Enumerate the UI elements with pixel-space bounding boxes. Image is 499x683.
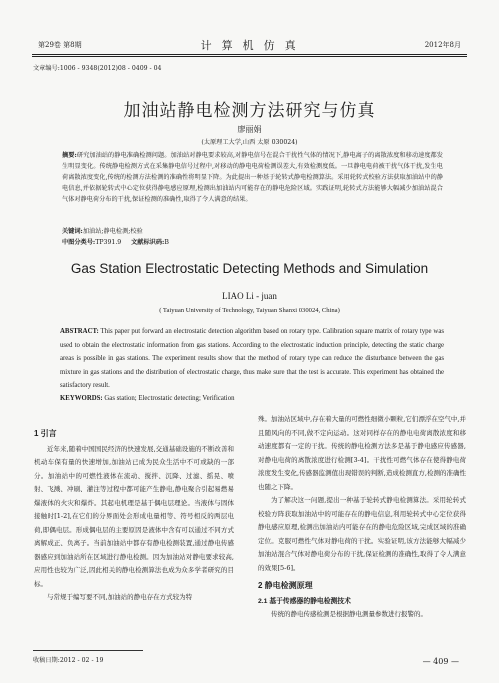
keywords-en xyxy=(60,395,235,402)
class-code: TP391.9 xyxy=(95,239,122,246)
abstract-cn-text: 研究加油站的静电准确检测问题。加油站对静电要求较高,对静电信号在混合干扰性气体的情况下,静电离子的离散浓度和移动速度都发生明显变化。传统静电检测方式在采集静电信号过程中,对移动的静电电荷检测误差大,有效检测度低。一旦静电电荷被干扰气体干扰,发生电荷离散浓度变化,传统的检测方法检测的准确性将明显下降。为此提出一种基于轮转式静电检测算法。采用轮转式校验方法获取加油站中的静电信息,并依据轮转式中心定位获得静电感应原理,检测出加油站内可能存在的静电危险区域。实践证明,轮转式方法能够大幅减少加油站混合气体对静电荷分布的干扰,保证检测的准确性,取得了令人满意的结果。 xyxy=(62,152,443,203)
section-heading: 1 引言 xyxy=(34,429,57,438)
header-volume: 第29卷 第8期 xyxy=(38,41,82,49)
abstract-cn-label: 摘要: xyxy=(62,152,77,159)
keywords-en-text: Gas station; Electrostatic detecting; Verification xyxy=(104,395,235,402)
abstract-en-label: ABSTRACT: xyxy=(60,328,99,335)
keywords-en-label: KEYWORDS: xyxy=(60,395,103,402)
paragraph: 为了解决这一问题,提出一种基于轮转式静电检测算法。采用轮转式校验方阵获取加油站中的可能存在的静电信息,利用轮转式中心定位获得静电感应原理,检测出加油站内可能存在的静电危险区域,完成区域的准确定位。克服可燃性气体对静电荷的干扰。实验证明,该方法能够大幅减少加油站混合气体对静电荷分布的干扰,保证检测的准确性,取得了令人满意的效果[5-6]。 xyxy=(258,496,466,572)
paragraph: 近年来,随着中国国民经济的快速发展,交通基础设施的不断改善和机动车保有量的快速增加,加油站已成为民众生活中不可或缺的一部分。加油站中的可燃性液体在流动、搅拌、沉降、过滤、摇晃、喷射、飞溅、冲刷、灌注等过程中都可能产生静电,静电聚合引起易燃易爆液体的火灾和爆炸。其起电机理是基于偶电层理论。当液体与固体接触时[1-2],在它们的分界面处会形成电量相等、符号相反的两层电荷,即偶电层。形成偶电层的主要原因是液体中含有可以通过不同方式离解成正、负离子。当前加油站中都存有静电检测装置,通过静电传感器感应到加油站所在区域进行静电检测。因为加油站对静电要求较高,应用性也较为广泛,因此相关的静电检测算法也成为众多学者研究的目标。 xyxy=(34,444,234,588)
abstract-en-text: This paper put forward an electrostatic detection algorithm based on rotary type. Calibration square matrix of rotary type was used to obtain the electrostatic information from gas stations. According to the electrostatic induction principle, detecting the static charge areas is possible in gas stations. The experiment results show that the method of rotary type can reduce the disturbance between the gas mixture in gas stations and the distribution of electrostatic charge, thus make sure that the test is accurate. This experiment has obtained the satisfactory result. xyxy=(60,328,444,390)
paragraph: 殊。加油站区域中,存在着大量的可燃性细微小颗粒,它们漂浮在空气中,并且随风向的不同,做不定向运动。这对同样存在的静电电荷离散浓度和移动速度都有一定的干扰。传统的静电检测方法多是基于静电感应传感器,对静电电荷的离散浓度进行检测[3-4]。干扰性可燃气体存在使得静电荷浓度发生变化,传感器监测值出现错误的判断,造成检测直方,检测的准确性也随之下降。 xyxy=(258,415,466,491)
received-date: 收稿日期:2012 - 02 - 19 xyxy=(33,657,104,664)
column-left xyxy=(34,413,234,605)
paragraph: 传统的静电传感检测是根据静电测量参数进行报警的。 xyxy=(271,610,427,618)
keywords-cn xyxy=(62,226,443,237)
abstract-en xyxy=(60,325,444,393)
paper-title-en: Gas Station Electrostatic Detecting Methods and Simulation xyxy=(70,261,429,276)
classification xyxy=(62,237,443,248)
class-label: 中图分类号: xyxy=(62,239,96,246)
header-rule-thin xyxy=(32,56,467,57)
section-heading: 2 静电检测原理 xyxy=(258,581,313,590)
affiliation: (太原理工大学,山西 太原 030024) xyxy=(201,139,298,146)
affiliation-en: ( Taiyuan University of Technology, Taiyuan Shanxi 030024, China) xyxy=(159,307,340,314)
page-number: — 409 — xyxy=(422,657,459,666)
running-header xyxy=(38,38,461,52)
header-journal: 计算机仿真 xyxy=(200,39,306,52)
keywords-cn-text: 加油站;静电检测;校验 xyxy=(82,228,143,235)
paper-title: 加油站静电检测方法研究与仿真 xyxy=(123,101,376,121)
paragraph: 与常规于编写要不同,加油站的静电存在方式较为特 xyxy=(47,593,193,601)
doc-code: B xyxy=(164,239,169,246)
article-number: 文章编号:1006 - 9348(2012)08 - 0409 - 04 xyxy=(33,65,162,72)
author: 廖丽娟 xyxy=(237,125,262,134)
footnote-rule xyxy=(33,650,143,651)
keywords-cn-label: 关键词: xyxy=(62,228,83,235)
header-rule xyxy=(32,54,467,55)
header-date: 2012年8月 xyxy=(424,41,461,49)
abstract-cn xyxy=(62,150,443,205)
subsection-heading: 2.1 基于传感器的静电检测技术 xyxy=(258,597,351,605)
author-en: LIAO Li - juan xyxy=(222,291,277,301)
doc-label: 文献标识码: xyxy=(131,239,165,246)
column-right xyxy=(258,413,466,622)
